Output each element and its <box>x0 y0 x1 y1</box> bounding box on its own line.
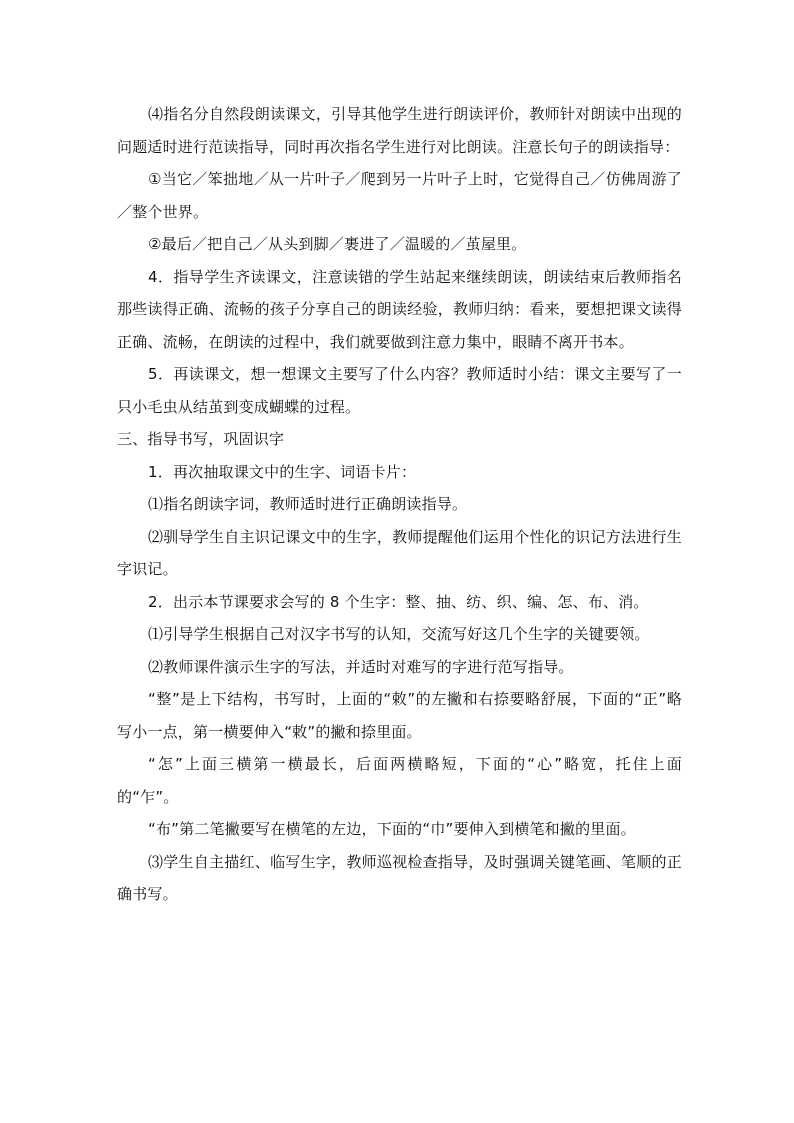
paragraph-writing-2-sub-3: ⑶学生自主描红、临写生字，教师巡视检查指导，及时强调关键笔画、笔顺的正确书写。 <box>117 852 682 903</box>
paragraph-writing-2-sub-1: ⑴引导学生根据自己对汉字书写的认知，交流写好这几个生字的关键要领。 <box>148 625 650 643</box>
paragraph-writing-1-sub-2: ⑵驯导学生自主识记课文中的生字，教师提醒他们运用个性化的识记方法进行生字识记。 <box>117 527 682 578</box>
paragraph-sentence-example-2: ②最后／把自己／从头到脚／裹进了／温暖的／茧屋里。 <box>148 235 527 253</box>
paragraph-step-5: 5．再读课文，想一想课文主要写了什么内容？教师适时小结：课文主要写了一只小毛虫从结茧到变成蝴蝶的过程。 <box>117 365 682 416</box>
paragraph-char-bu: “布”第二笔撇要写在横笔的左边，下面的“巾”要伸入到横笔和撇的里面。 <box>148 820 636 838</box>
paragraph-writing-step-2: 2．出示本节课要求会写的 8 个生字：整、抽、纺、织、编、怎、布、消。 <box>148 592 649 611</box>
paragraph-sentence-example-1: ①当它／笨拙地／从一片叶子／爬到另一片叶子上时，它觉得自己／仿佛周游了／整个世界。 <box>117 170 682 221</box>
section-heading-writing: 三、指导书写，巩固识字 <box>117 430 285 448</box>
paragraph-char-zen: “怎”上面三横第一横最长，后面两横略短，下面的“心”略宽，托住上面的“乍”。 <box>117 755 682 806</box>
document-body <box>117 98 682 911</box>
paragraph-char-zheng: “整”是上下结构，书写时，上面的“敕”的左撇和右捺要略舒展，下面的“正”略写小一点，第一横要伸入“敕”的撇和捺里面。 <box>117 690 682 741</box>
paragraph-writing-1-sub-1: ⑴指名朗读字词，教师适时进行正确朗读指导。 <box>148 495 468 513</box>
paragraph-writing-step-1: 1．再次抽取课文中的生字、词语卡片： <box>148 462 417 481</box>
paragraph-writing-2-sub-2: ⑵教师课件演示生字的写法，并适时对难写的字进行范写指导。 <box>148 657 574 676</box>
paragraph-step-4: 4．指导学生齐读课文，注意读错的学生站起来继续朗读，朗读结束后教师指名那些读得正确、流畅的孩子分享自己的朗读经验，教师归纳：看来，要想把课文读得正确、流畅，在朗读的过程中，我们就要做到注意力集中，眼睛不离开书本。 <box>117 267 682 351</box>
paragraph-reading-evaluation: ⑷指名分自然段朗读课文，引导其他学生进行朗读评价，教师针对朗读中出现的问题适时进行范读指导，同时再次指名学生进行对比朗读。注意长句子的朗读指导： <box>117 105 682 156</box>
